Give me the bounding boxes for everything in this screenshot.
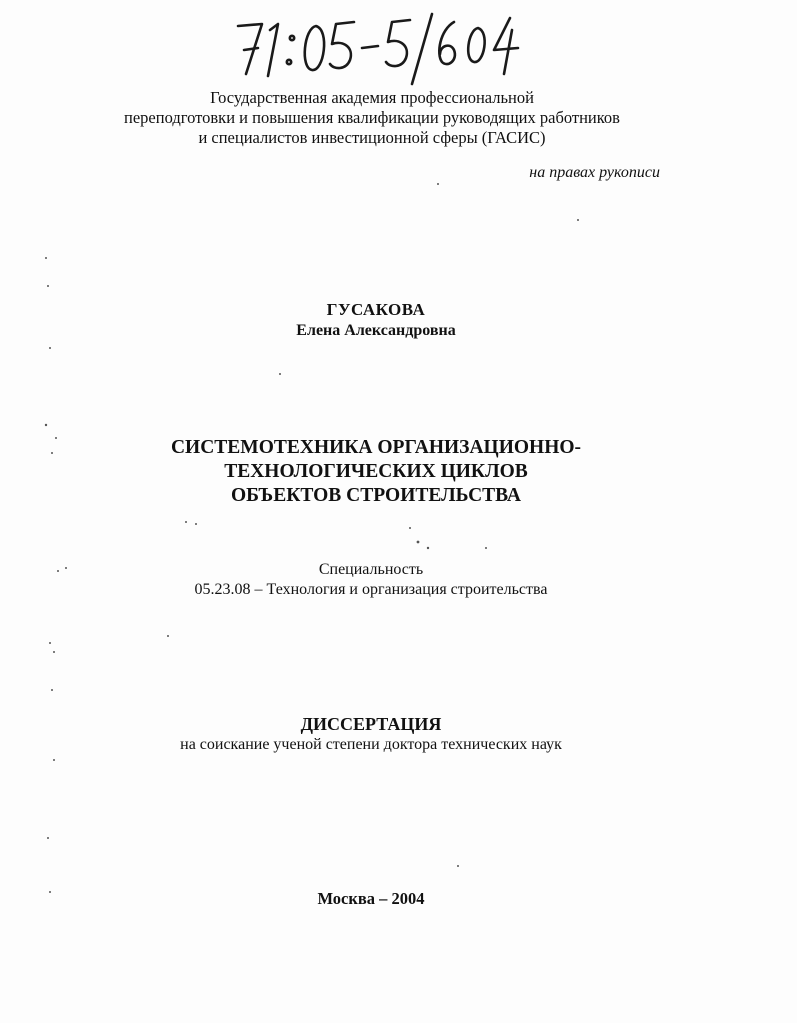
rights-note: на правах рукописи [529,164,660,181]
specialty-value: 05.23.08 – Технология и организация строительства [194,581,548,598]
dissertation-title [0,436,752,508]
institution-name [52,88,692,148]
author-surname: ГУСАКОВА [326,300,426,319]
title-line: ОБЪЕКТОВ СТРОИТЕЛЬСТВА [230,485,522,506]
title-line: ТЕХНОЛОГИЧЕСКИХ ЦИКЛОВ [224,461,528,482]
institution-line: и специалистов инвестиционной сферы (ГАСИС) [198,128,546,147]
institution-line: переподготовки и повышения квалификации руководящих работников [124,108,620,127]
institution-line: Государственная академия профессиональной [210,88,534,107]
handwritten-archive-code [232,8,522,88]
specialty-label: Специальность [318,561,424,578]
work-type-heading: ДИССЕРТАЦИЯ [300,714,442,734]
city-year: Москва – 2004 [317,889,425,908]
title-line: СИСТЕМОТЕХНИКА ОРГАНИЗАЦИОННО- [170,437,582,458]
degree-statement: на соискание ученой степени доктора технических наук [180,736,562,753]
author-given-names: Елена Александровна [296,322,456,339]
